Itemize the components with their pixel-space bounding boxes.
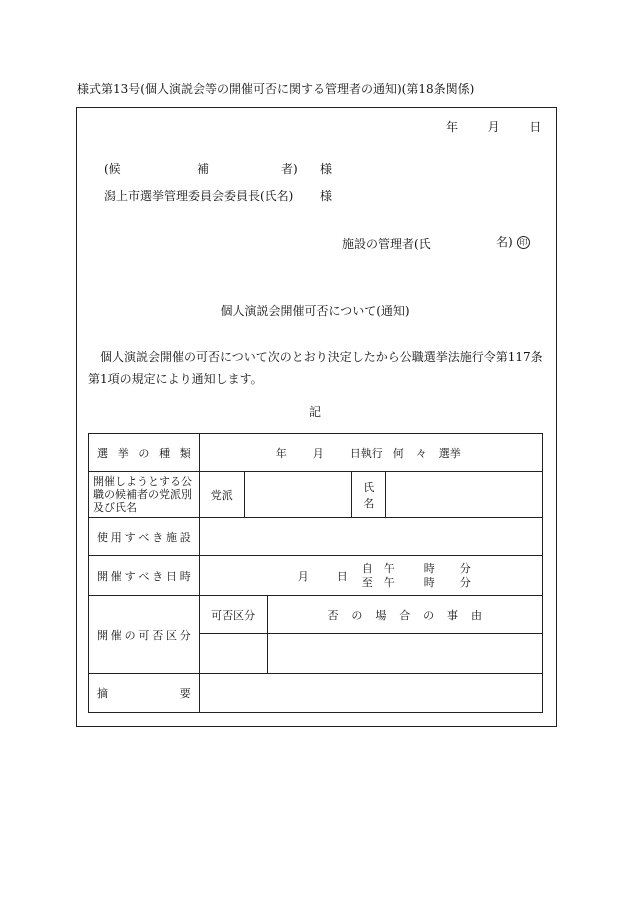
manager-label: 施設の管理者(氏	[342, 237, 431, 251]
value-name[interactable]	[386, 472, 543, 518]
value-party[interactable]	[244, 472, 352, 518]
seal-icon: 印	[517, 236, 530, 249]
candidate-mid: 補	[197, 162, 210, 176]
ki-mark: 記	[308, 405, 321, 419]
label-datetime: 開 催 す べ き 日 時	[89, 556, 200, 596]
date-year: 年	[446, 120, 459, 134]
value-election-type: 年 月 日執行 何 々 選挙	[199, 434, 542, 472]
label-facility: 使 用 す べ き 施 設	[89, 518, 200, 556]
value-datetime: 月 日 自 午 時 分 至 午 時 分	[199, 556, 542, 596]
details-table	[88, 433, 543, 713]
candidate-sama: 様	[320, 162, 333, 176]
label-reason: 否 の 場 合 の 事 由	[267, 596, 542, 634]
date-month: 月	[487, 120, 500, 134]
label-party: 党派	[199, 472, 244, 518]
date-day: 日	[529, 120, 542, 134]
row-decision-header	[89, 596, 543, 634]
label-remarks: 摘 要	[89, 674, 200, 713]
value-facility[interactable]	[199, 518, 542, 556]
label-name: 氏名	[352, 472, 386, 518]
date-line	[446, 121, 541, 133]
row-election-type	[89, 434, 543, 472]
candidate-close: 者)	[281, 162, 298, 176]
label-approval: 可否区分	[199, 596, 267, 634]
value-reason[interactable]	[267, 634, 542, 674]
candidate-open: (候	[104, 162, 121, 176]
row-party-name	[89, 472, 543, 518]
row-facility	[89, 518, 543, 556]
label-election-type: 選 挙 の 種 類	[89, 434, 200, 472]
committee-chair: 潟上市選挙管理委員会委員長(氏名)	[104, 189, 294, 203]
notice-title: 個人演説会開催可否について(通知)	[220, 304, 410, 318]
row-datetime	[89, 556, 543, 596]
form-title: 様式第13号(個人演説会等の開催可否に関する管理者の通知)(第18条関係)	[77, 82, 475, 96]
label-decision: 開 催 の 可 否 区 分	[89, 596, 200, 674]
manager-suffix-wrap	[496, 236, 530, 249]
committee-sama: 様	[320, 189, 333, 203]
value-remarks[interactable]	[199, 674, 542, 713]
notice-body: 個人演説会開催の可否について次のとおり決定したから公職選挙法施行令第117条第1項の規定により通知します。	[88, 350, 543, 386]
value-approval[interactable]	[199, 634, 267, 674]
row-remarks	[89, 674, 543, 713]
manager-suffix: 名)	[496, 235, 513, 249]
label-party-name: 開催しようとする公職の候補者の党派別及び氏名	[89, 472, 200, 518]
